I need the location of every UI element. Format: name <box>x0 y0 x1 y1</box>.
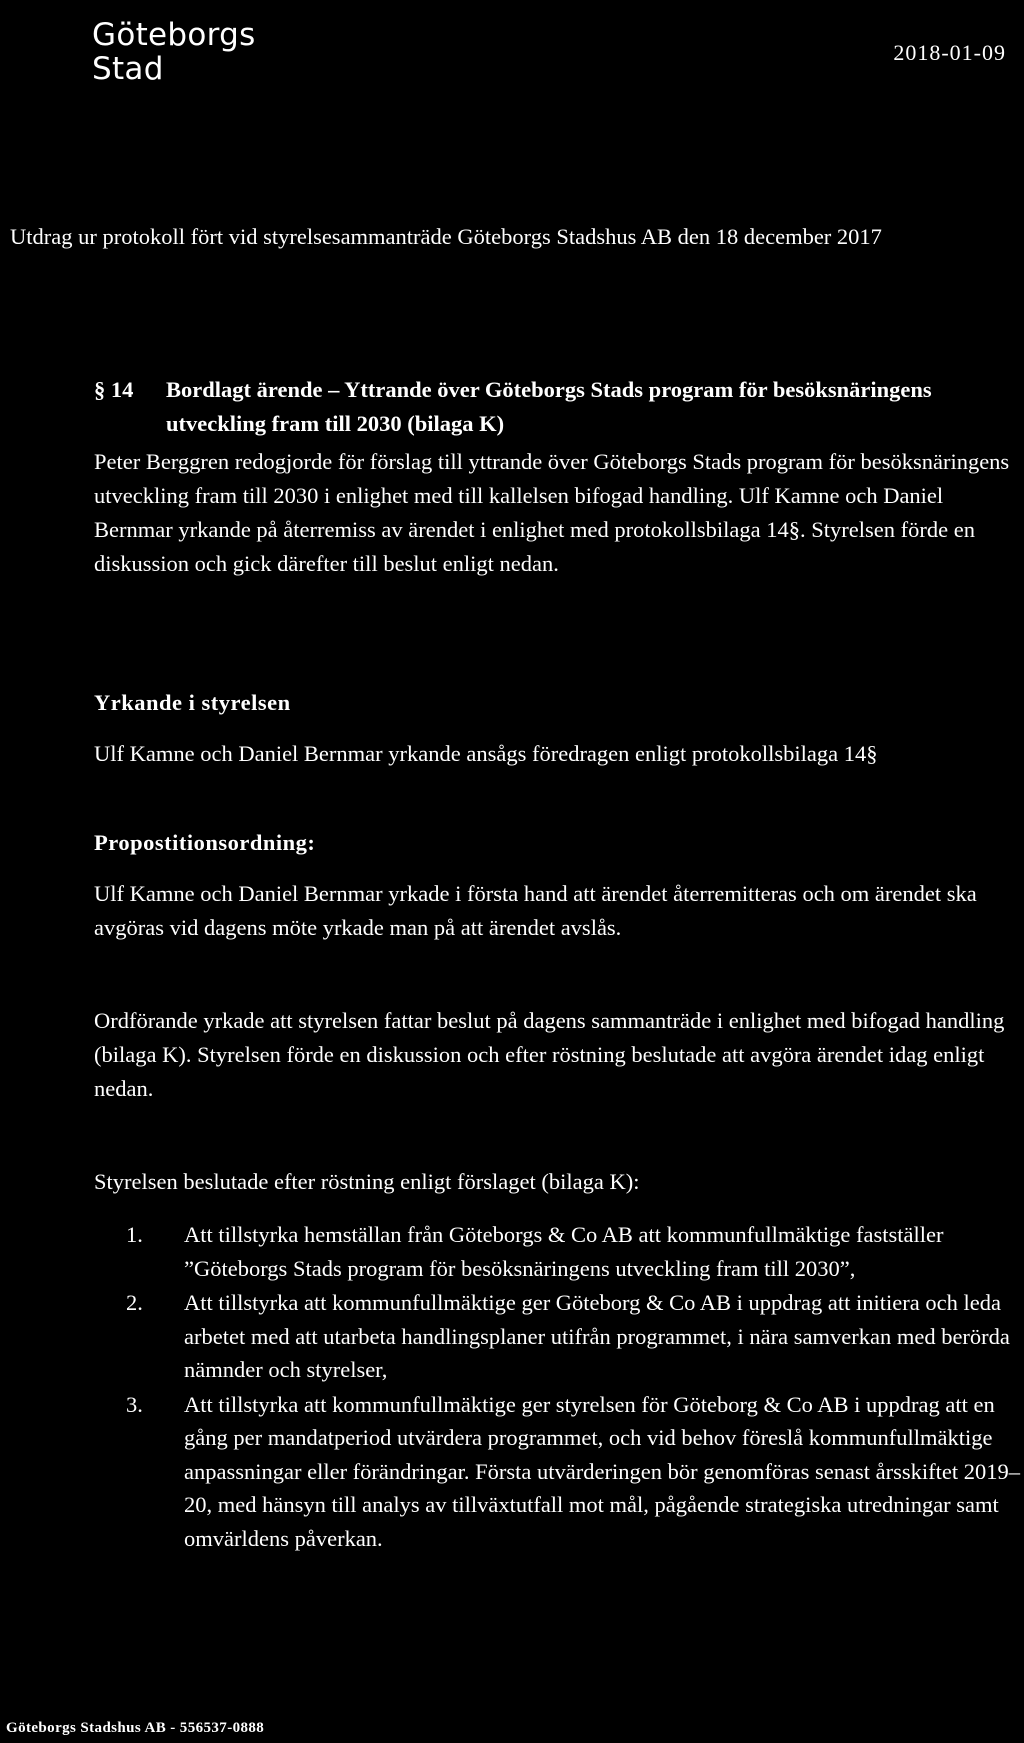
organization-logo <box>92 18 256 86</box>
decision-item-text: Att tillstyrka att kommunfullmäktige ger styrelsen för Göteborg & Co AB i uppdrag att en gång per mandatperiod utvärdera programmet, och vid behov föreslå kommunfullmäktige anpassningar eller förändringar. Första utvärderingen bör genomföras senast årsskiftet 2019–20, med hänsyn till analys av tillväxtutfall mot mål, pågående strategiska utredningar samt omvärldens påverkan. <box>184 1391 1021 1551</box>
yrkande-text: Ulf Kamne och Daniel Bernmar yrkande ansågs föredragen enligt protokollsbilaga 14§ <box>94 741 878 766</box>
intro-paragraph: Peter Berggren redogjorde för förslag till yttrande över Göteborgs Stads program för besöksnäringens utveckling fram till 2030 i enlighet med till kallelsen bifogad handling. Ulf Kamne och Daniel Bernmar yrkande på återremiss av ärendet i enlighet med protokollsbilaga 14§. Styrelsen förde en diskussion och gick därefter till beslut enligt nedan. <box>94 449 1010 576</box>
decision-item-number: 3. <box>126 1391 143 1417</box>
logo-line-1: Göteborgs <box>92 17 256 53</box>
decision-item-text: Att tillstyrka att kommunfullmäktige ger Göteborg & Co AB i uppdrag att initiera och leda arbetet med att utarbeta handlingsplaner utifrån programmet, i nära samverkan med berörda nämnder och styrelser, <box>184 1290 1010 1382</box>
logo-line-2: Stad <box>92 51 164 87</box>
section-heading <box>94 373 994 441</box>
decision-intro: Styrelsen beslutade efter röstning enligt förslaget (bilaga K): <box>94 1169 640 1194</box>
section-number: § 14 <box>94 377 134 402</box>
yrkande-heading: Yrkande i styrelsen <box>94 690 291 715</box>
decision-item <box>94 1388 1020 1556</box>
propositionsordning-heading: Propostitionsordning: <box>94 830 316 855</box>
decision-item <box>94 1286 1020 1387</box>
footer-company-info: Göteborgs Stadshus AB - 556537-0888 <box>6 1720 265 1736</box>
document-date: 2018-01-09 <box>893 40 1006 65</box>
decision-item-number: 2. <box>126 1290 143 1315</box>
ordforande-paragraph: Ordförande yrkade att styrelsen fattar beslut på dagens sammanträde i enlighet med bifogad handling (bilaga K). Styrelsen förde en diskussion och efter röstning beslutade att avgöra ärendet idag enligt nedan. <box>94 1008 1005 1101</box>
decision-item <box>94 1218 1020 1285</box>
decision-item-text: Att tillstyrka hemställan från Göteborgs & Co AB att kommunfullmäktige fastställer ”Göteborgs Stads program för besöksnäringens utveckling fram till 2030”, <box>184 1222 944 1281</box>
decision-list <box>94 1218 1020 1556</box>
protocol-excerpt-line: Utdrag ur protokoll fört vid styrelsesammanträde Göteborgs Stadshus AB den 18 december 2017 <box>10 224 882 249</box>
propositionsordning-text: Ulf Kamne och Daniel Bernmar yrkade i första hand att ärendet återremitteras och om ärendet ska avgöras vid dagens möte yrkade man på att ärendet avslås. <box>94 881 977 940</box>
section-title: Bordlagt ärende – Yttrande över Göteborgs Stads program för besöksnäringens utveckling fram till 2030 (bilaga K) <box>166 377 932 436</box>
decision-item-number: 1. <box>126 1222 143 1247</box>
